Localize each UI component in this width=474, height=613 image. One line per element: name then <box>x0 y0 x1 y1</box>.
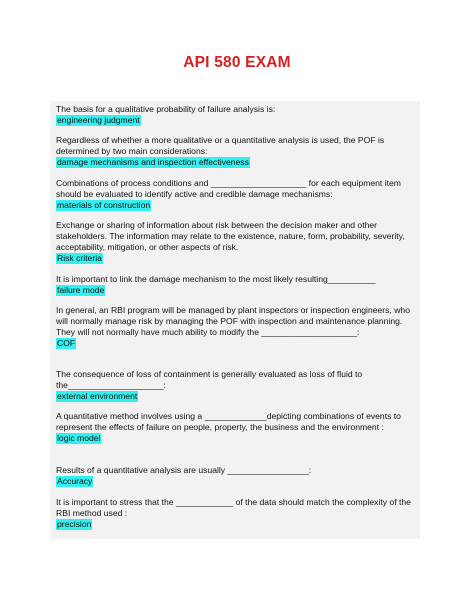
document-title: API 580 EXAM <box>183 54 291 71</box>
qa-item-5 <box>56 274 418 296</box>
answer-highlight: materials of construction <box>57 200 151 210</box>
qa-item-9 <box>56 465 418 487</box>
question-text: Regardless of whether a more qualitative or a quantitative analysis is used, the POF is determined by two main considerations: <box>56 135 385 156</box>
question-text: Results of a quantitative analysis are usually _________________: <box>56 465 312 475</box>
qa-item-10 <box>56 497 418 530</box>
question-text: It is important to link the damage mechanism to the most likely resulting__________ <box>56 274 376 284</box>
answer-highlight: external environment <box>57 391 138 401</box>
answer-highlight: logic model <box>57 433 101 443</box>
question-text: A quantitative method involves using a _____________depicting combinations of events to represent the effects of failure on people, property, the business and the environment : <box>56 411 401 432</box>
answer-highlight: damage mechanisms and inspection effectiveness <box>57 157 249 167</box>
answer-highlight: precision <box>57 519 92 529</box>
qa-item-3 <box>56 178 418 211</box>
answer-highlight: COF <box>57 338 76 348</box>
answer-highlight: Accuracy <box>57 476 93 486</box>
answer-highlight: failure mode <box>57 285 105 295</box>
qa-item-1 <box>56 104 418 126</box>
question-text: The consequence of loss of containment is generally evaluated as loss of fluid to the____________________: <box>56 369 363 390</box>
answer-highlight: Risk criteria <box>57 253 102 263</box>
qa-item-2 <box>56 135 418 168</box>
question-text: Combinations of process conditions and ____________________ for each equipment item should be evaluated to identify active and credible damage mechanisms: <box>56 178 401 199</box>
qa-item-6 <box>56 305 418 349</box>
question-text: Exchange or sharing of information about risk between the decision maker and other stakeholders. The information may relate to the existence, nature, form, probability, severity, acceptability, mitigation, or other aspects of risk. <box>56 220 405 252</box>
question-text: In general, an RBI program will be managed by plant inspectors or inspection engineers, who will normally manage risk by managing the POF with inspection and maintenance planning. They will not normally have much ability to modify the ____________________: <box>56 305 410 337</box>
qa-item-8 <box>56 411 418 444</box>
question-text: The basis for a qualitative probability of failure analysis is: <box>56 104 276 114</box>
qa-item-4 <box>56 220 418 264</box>
question-text: It is important to stress that the ____________ of the data should match the complexity of the RBI method used : <box>56 497 411 518</box>
qa-item-7 <box>56 369 418 402</box>
answer-highlight: engineering judgment <box>57 115 140 125</box>
